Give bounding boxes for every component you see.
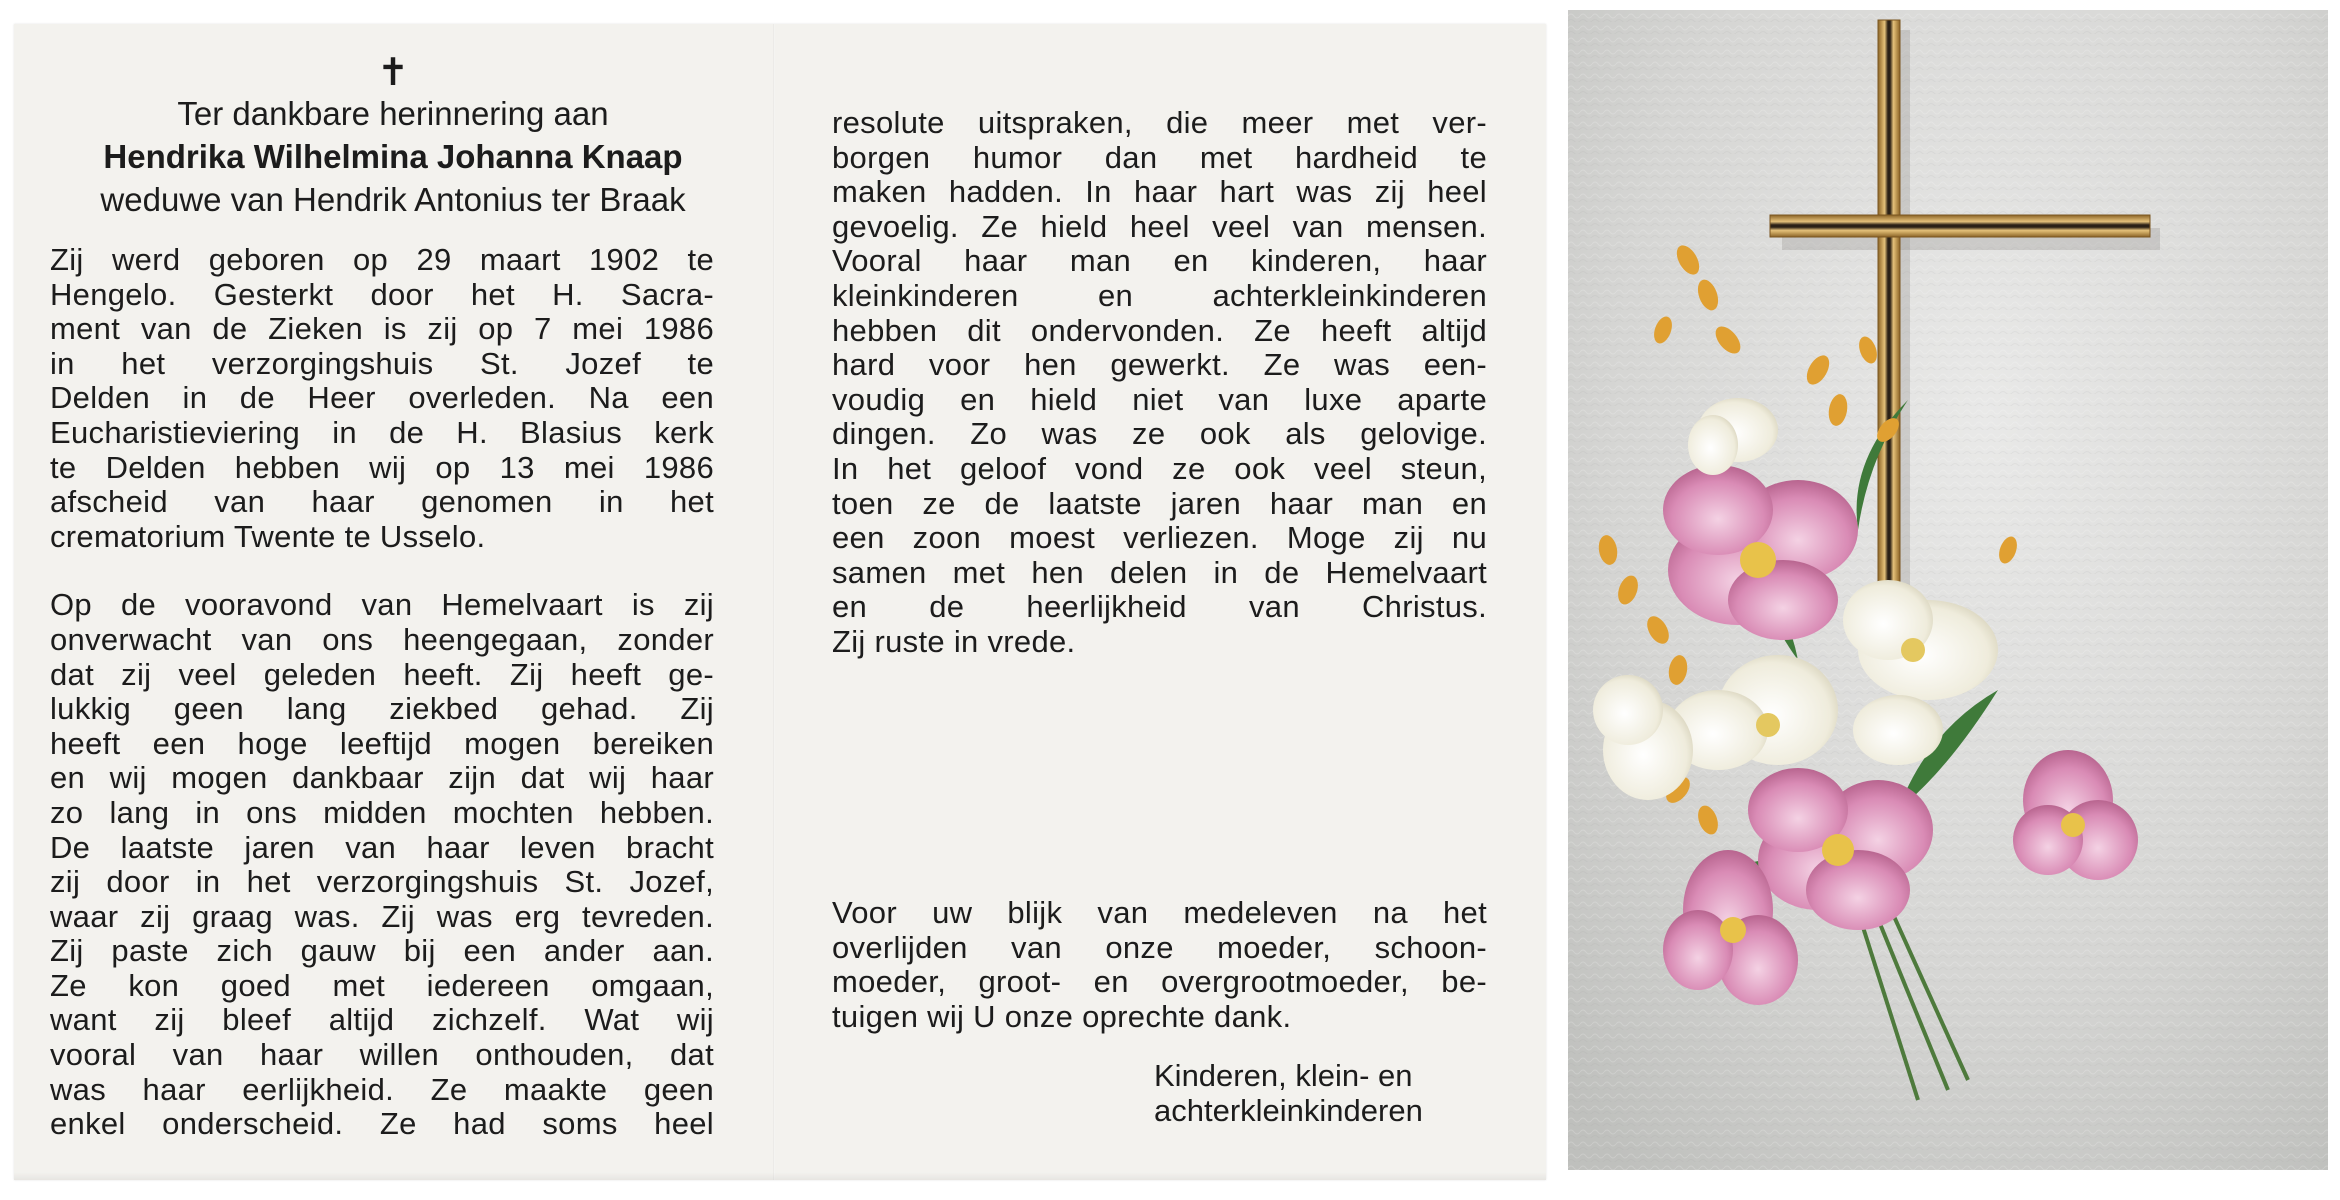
memorial-card: [14, 24, 1546, 1180]
biography-paragraph-2-line: vooral van haar willen onthouden, dat: [50, 1037, 714, 1073]
cross-symbol: ✝: [377, 50, 409, 94]
biography-paragraph-1-line: Delden in de Heer overleden. Na een: [50, 380, 714, 416]
thanks-paragraph-line: Voor uw blijk van medeleven na het: [832, 895, 1487, 930]
biography-paragraph-1-line: afscheid van haar genomen in het: [50, 484, 714, 520]
biography-paragraph-1-line: Hengelo. Gesterkt door het H. Sacra-: [50, 276, 714, 312]
cross-horizontal-beam: [1770, 215, 2150, 237]
biography-paragraph-2-line: De laatste jaren van haar leven bracht: [50, 829, 714, 865]
card-bottom-edge: [14, 1172, 1546, 1180]
left-panel: [50, 52, 714, 1142]
signature-line: Kinderen, klein- en: [1154, 1058, 1413, 1093]
biography-paragraph-3-line: en de heerlijkheid van Christus.: [832, 589, 1487, 625]
biography-paragraph-2-line: was haar eerlijkheid. Ze maakte geen: [50, 1071, 714, 1107]
biography-paragraph-2-line: waar zij graag was. Zij was erg tevreden.: [50, 898, 714, 934]
biography-paragraph-3: [832, 106, 1487, 660]
biography-paragraph-2-line: enkel onderscheid. Ze had soms heel: [50, 1106, 714, 1142]
heading-deceased-name: Hendrika Wilhelmina Johanna Knaap: [103, 138, 683, 175]
cross-flowers-picture: [1568, 10, 2328, 1170]
heading-dedication: Ter dankbare herinnering aan: [177, 95, 609, 132]
right-panel: [832, 106, 1487, 660]
biography-paragraph-3-line: samen met hen delen in de Hemelvaart: [832, 554, 1487, 590]
biography-paragraph-3-line: Zij ruste in vrede.: [832, 623, 1076, 659]
biography-paragraph-2-line: Zij paste zich gauw bij een ander aan.: [50, 933, 714, 969]
biography-paragraph-2-line: Op de vooravond van Hemelvaart is zij: [50, 587, 714, 623]
card-fold-line: [773, 24, 775, 1180]
signature-line: achterkleinkinderen: [1154, 1093, 1423, 1128]
thanks-paragraph: [832, 896, 1487, 1034]
biography-paragraph-3-line: hard voor hen gewerkt. Ze was een-: [832, 347, 1487, 383]
biography-paragraph-1-line: Zij werd geboren op 29 maart 1902 te: [50, 242, 714, 277]
biography-paragraph-1-line: ment van de Zieken is zij op 7 mei 1986: [50, 311, 714, 347]
biography-paragraph-1-line: te Delden hebben wij op 13 mei 1986: [50, 449, 714, 485]
biography-paragraph-1-line: in het verzorgingshuis St. Jozef te: [50, 345, 714, 381]
biography-paragraph-2-line: zo lang in ons midden mochten hebben.: [50, 794, 714, 830]
biography-paragraph-3-line: In het geloof vond ze ook veel steun,: [832, 450, 1487, 486]
biography-paragraph-3-line: toen ze de laatste jaren haar man en: [832, 485, 1487, 521]
biography-paragraph-2-line: want zij bleef altijd zichzelf. Wat wij: [50, 1002, 714, 1038]
biography-paragraph-3-line: een zoon moest verliezen. Moge zij nu: [832, 520, 1487, 556]
signature: [1154, 1058, 1423, 1128]
biography-paragraph-2-line: zij door in het verzorgingshuis St. Jozef,: [50, 864, 714, 900]
cross-with-flowers-image: [1568, 10, 2328, 1170]
heading-widow-of: weduwe van Hendrik Antonius ter Braak: [100, 181, 686, 218]
biography-paragraph-3-line: hebben dit ondervonden. Ze heeft altijd: [832, 312, 1487, 348]
biography-paragraph-2-line: lukkig geen lang ziekbed gehad. Zij: [50, 691, 714, 727]
biography-paragraph-3-line: kleinkinderen en achterkleinkinderen: [832, 277, 1487, 313]
biography-paragraph-3-line: gevoelig. Ze hield heel veel van mensen.: [832, 208, 1487, 244]
biography-paragraph-2-line: Ze kon goed met iedereen omgaan,: [50, 967, 714, 1003]
biography-paragraph-1: [50, 243, 714, 554]
biography-paragraph-3-line: dingen. Zo was ze ook als gelovige.: [832, 416, 1487, 452]
biography-paragraph-2-line: heeft een hoge leeftijd mogen bereiken: [50, 725, 714, 761]
biography-paragraph-3-line: Vooral haar man en kinderen, haar: [832, 243, 1487, 279]
biography-paragraph-3-line: maken hadden. In haar hart was zij heel: [832, 174, 1487, 210]
biography-paragraph-2: [50, 588, 714, 1142]
thanks-paragraph-line: overlijden van onze moeder, schoon-: [832, 929, 1487, 965]
biography-paragraph-3-line: borgen humor dan met hardheid te: [832, 139, 1487, 175]
biography-paragraph-1-line: crematorium Twente te Usselo.: [50, 518, 486, 554]
thanks-paragraph-line: tuigen wij U onze oprechte dank.: [832, 998, 1292, 1034]
thanks-section: [832, 896, 1487, 1034]
biography-paragraph-3-line: voudig en hield niet van luxe aparte: [832, 381, 1487, 417]
biography-paragraph-2-line: en wij mogen dankbaar zijn dat wij haar: [50, 760, 714, 796]
biography-paragraph-2-line: dat zij veel geleden heeft. Zij heeft ge-: [50, 656, 714, 692]
thanks-paragraph-line: moeder, groot- en overgrootmoeder, be-: [832, 964, 1487, 1000]
biography-paragraph-2-line: onverwacht van ons heengegaan, zonder: [50, 621, 714, 657]
biography-paragraph-3-line: resolute uitspraken, die meer met ver-: [832, 105, 1487, 140]
biography-paragraph-1-line: Eucharistieviering in de H. Blasius kerk: [50, 414, 714, 450]
